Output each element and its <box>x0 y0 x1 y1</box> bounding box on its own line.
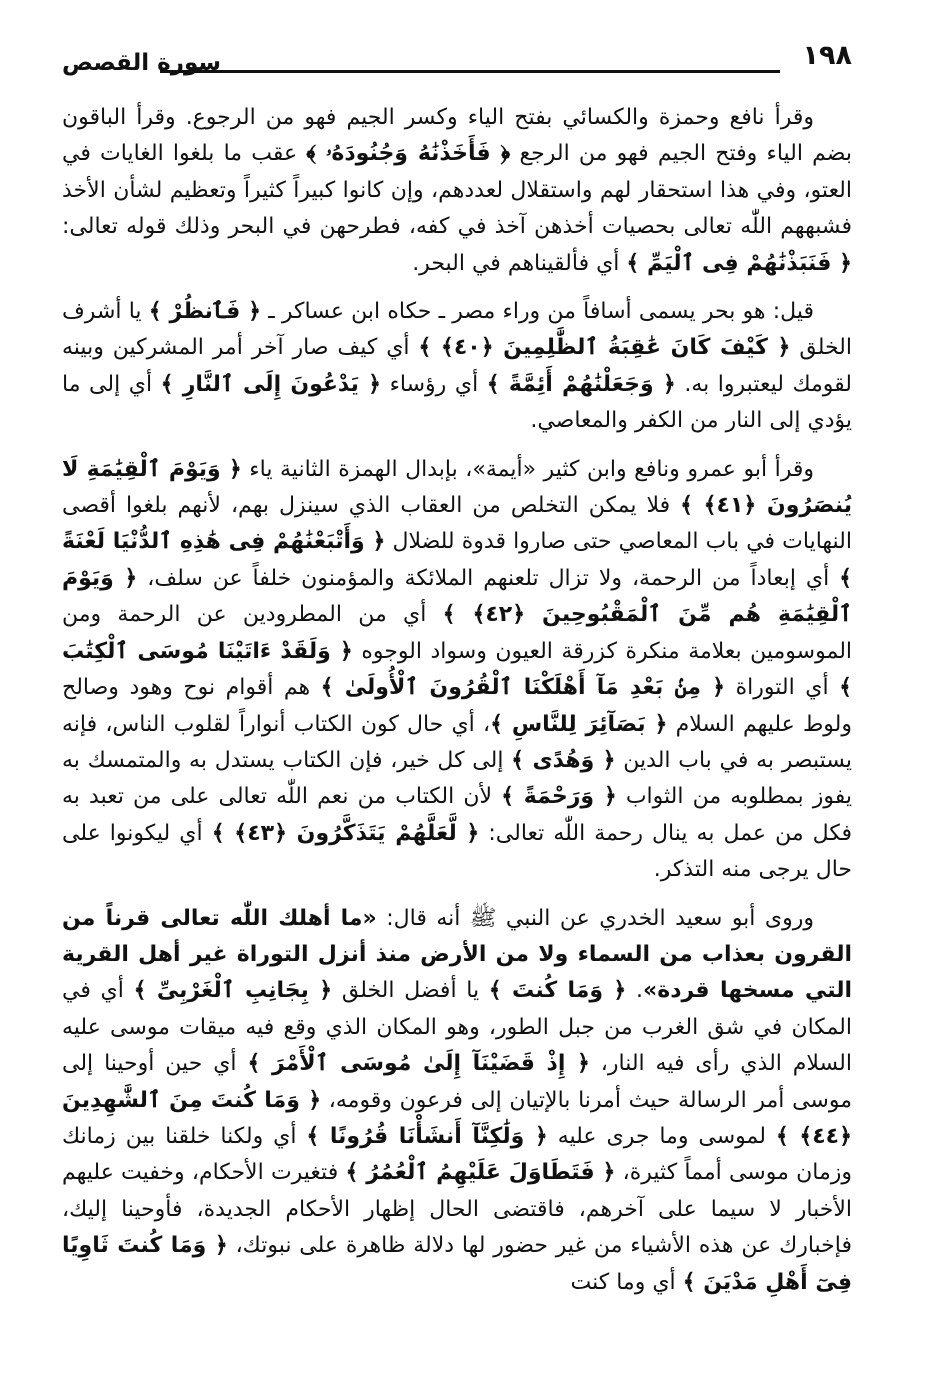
quran-verse: ﴿ وَأَتْبَعْنَٰهُمْ فِى هَٰذِهِ ٱلدُّنْيَا لَعْنَةً ﴾ <box>62 529 852 591</box>
hadith-quote: «ما أهلك اللّٰه تعالى قرناً من القرون بعذاب من السماء ولا من الأرض منذ أنزل التوراة غير أهل القرية التي مسخها قردة» <box>62 905 852 1004</box>
header-rule <box>160 70 780 73</box>
quran-verse: ﴿ مِنۢ بَعْدِ مَآ أَهْلَكْنَا ٱلْقُرُونَ ٱلْأُولَىٰ ﴾ <box>320 675 726 701</box>
text-span: هم أقوام نوح وهود وصالح ولوط عليهم السلام <box>62 675 852 737</box>
quran-verse: ﴿ كَيْفَ كَانَ عَٰقِبَةُ ٱلظَّٰلِمِينَ ﴿٤٠﴾ ﴾ <box>418 335 791 361</box>
quran-verse: ﴿ فَتَطَاوَلَ عَلَيْهِمُ ٱلْعُمُرُ ﴾ <box>345 1160 616 1186</box>
text-span: أي إبعاداً من الرحمة، ولا تزال تلعنهم الملائكة والمؤمنون خلفاً عن سلف، <box>137 565 840 591</box>
text-span: أي حين أوحينا إلى موسى أمر الرسالة حيث أمرنا بالإتيان إلى فرعون وقومه، <box>62 1051 852 1113</box>
text-span: فتغيرت الأحكام، وخفيت عليهم الأخبار لا سيما على آخرهم، فاقتضى الحال إظهار الأحكام الجديدة، فأوحينا إليك، فإخبارك عن هذه الأشياء من غير حضور لها دلالة ظاهرة على نبوتك، <box>62 1160 852 1259</box>
text-span: وقرأ أبو عمرو ونافع وابن كثير «أيمة»، بإبدال الهمزة الثانية ياء <box>241 456 814 482</box>
text-span: وروى أبو سعيد الخدري عن النبي ﷺ أنه قال: <box>376 905 814 931</box>
text-span: لأن الكتاب من نعم اللّٰه تعالى على من تعبد به فكل من عمل به ينال رحمة اللّٰه تعالى: <box>62 784 853 846</box>
quran-verse: ﴿ وَيَوْمَ ٱلْقِيَٰمَةِ لَا يُنصَرُونَ ﴿٤١﴾ ﴾ <box>62 456 852 519</box>
text-span: أي من المطرودين عن الرحمة ومن الموسومين بعلامة منكرة كزرقة العيون وسواد الوجوه <box>62 602 853 664</box>
quran-verse: ﴿ وَمَا كُنتَ ثَاوِيًا فِىٓ أَهْلِ مَدْيَنَ ﴾ <box>62 1233 852 1295</box>
quran-verse: ﴿ لَّعَلَّهُمْ يَتَذَكَّرُونَ ﴿٤٣﴾ ﴾ <box>211 820 480 846</box>
text-span: يا أشرف الخلق <box>62 299 852 361</box>
quran-verse: ﴿ وَلَقَدْ ءَاتَيْنَا مُوسَى ٱلْكِتَٰبَ ﴾ <box>62 638 852 701</box>
text-span: أي رؤساء <box>381 371 487 397</box>
text-span: أي كيف صار آخر أمر المشركين وبينه لقومك ليعتبروا به. <box>62 335 852 397</box>
commentary-body <box>62 100 852 1313</box>
text-span: إلى كل خير، فإن الكتاب يستدل به والمتمسك به يفوز بمطلوبه من الثواب <box>62 747 853 810</box>
text-span: قيل: هو بحر يسمى أسافاً من وراء مصر ـ حكاه ابن عساكر ـ <box>261 299 814 325</box>
surah-title: سورة القصص <box>62 50 221 76</box>
quran-verse: ﴿ وَلَٰكِنَّآ أَنشَأْنَا قُرُونًا ﴾ <box>306 1123 548 1149</box>
paragraph-2 <box>62 294 852 440</box>
quran-verse: ﴿ بِجَانِبِ ٱلْغَرْبِىِّ ﴾ <box>133 978 333 1004</box>
page-number: ١٩٨ <box>802 40 852 71</box>
text-span: ، أي حال كون الكتاب أنواراً لقلوب الناس، فإنه يستبصر به في باب الدين <box>62 711 852 773</box>
quran-verse: ﴿ وَهُدًى ﴾ <box>511 747 616 773</box>
quran-verse: ﴿ فَنَبَذْنَٰهُمْ فِى ٱلْيَمِّ ﴾ <box>626 250 852 276</box>
quran-verse: ﴿ وَمَا كُنتَ مِنَ ٱلشَّٰهِدِينَ ﴿٤٤﴾ ﴾ <box>62 1087 852 1149</box>
paragraph-3 <box>62 452 852 889</box>
text-span: أي وما كنت <box>570 1269 683 1295</box>
text-span: أي ليكونوا على حال يرجى منه التذكر. <box>62 820 852 883</box>
quran-verse: ﴿ فَأَخَذْنَٰهُ وَجُنُودَهُۥ ﴾ <box>306 141 511 167</box>
text-span: أي في المكان في شق الغرب من جبل الطور، وهو المكان الذي وقع فيه ميقات موسى عليه السلام الذي رأى فيه النار، <box>62 978 852 1077</box>
quran-verse: ﴿ وَمَا كُنتَ ﴾ <box>488 978 627 1004</box>
page-header <box>62 40 852 80</box>
quran-verse: ﴿ وَرَحْمَةً ﴾ <box>501 784 617 810</box>
text-span: أي إلى ما يؤدي إلى النار من الكفر والمعاصي. <box>62 371 852 434</box>
text-span: أي فألقيناهم في البحر. <box>412 250 627 276</box>
quran-verse: ﴿ يَدْعُونَ إِلَى ٱلنَّارِ ﴾ <box>160 371 382 397</box>
text-span: . <box>626 978 643 1004</box>
paragraph-1 <box>62 100 852 282</box>
quran-verse: ﴿ فَٱنظُرْ ﴾ <box>148 299 261 325</box>
text-span: وقرأ نافع وحمزة والكسائي بفتح الياء وكسر الجيم فهو من الرجوع. وقرأ الباقون بضم الياء وفتح الجيم فهو من الرجع <box>62 105 852 167</box>
text-span: فلا يمكن التخلص من العقاب الذي سينزل بهم، لأنهم بلغوا أقصى النهايات في باب المعاصي حتى صاروا قدوة للضلال <box>62 493 853 555</box>
paragraph-4 <box>62 901 852 1301</box>
quran-verse: ﴿ وَجَعَلْنَٰهُمْ أَئِمَّةً ﴾ <box>486 371 676 397</box>
quran-verse: ﴿ إِذْ قَضَيْنَآ إِلَىٰ مُوسَى ٱلْأَمْرَ ﴾ <box>247 1051 590 1077</box>
quran-verse: ﴿ بَصَآئِرَ لِلنَّاسِ ﴾ <box>490 711 668 737</box>
text-span: أي التوراة <box>725 675 840 701</box>
text-span: عقب ما بلغوا الغايات في العتو، وفي هذا استحقار لهم واستقلال لعددهم، وإن كانوا كبيراً كثيراً وتعظيم لشأن الأخذ فشبههم اللّٰه تعالى بحصيات أخذهن آخذ في كفه، فطرحهن في البحر وذلك قوله تعالى: <box>62 141 852 240</box>
text-span: يا أفضل الخلق <box>332 978 489 1004</box>
quran-verse: ﴿ وَيَوْمَ ٱلْقِيَٰمَةِ هُم مِّنَ ٱلْمَقْبُوحِينَ ﴿٤٢﴾ ﴾ <box>62 565 852 628</box>
text-span: أي ولكنا خلقنا بين زمانك وزمان موسى أمماً كثيرة، <box>62 1123 852 1186</box>
text-span: لموسى وما جرى عليه <box>547 1123 776 1149</box>
